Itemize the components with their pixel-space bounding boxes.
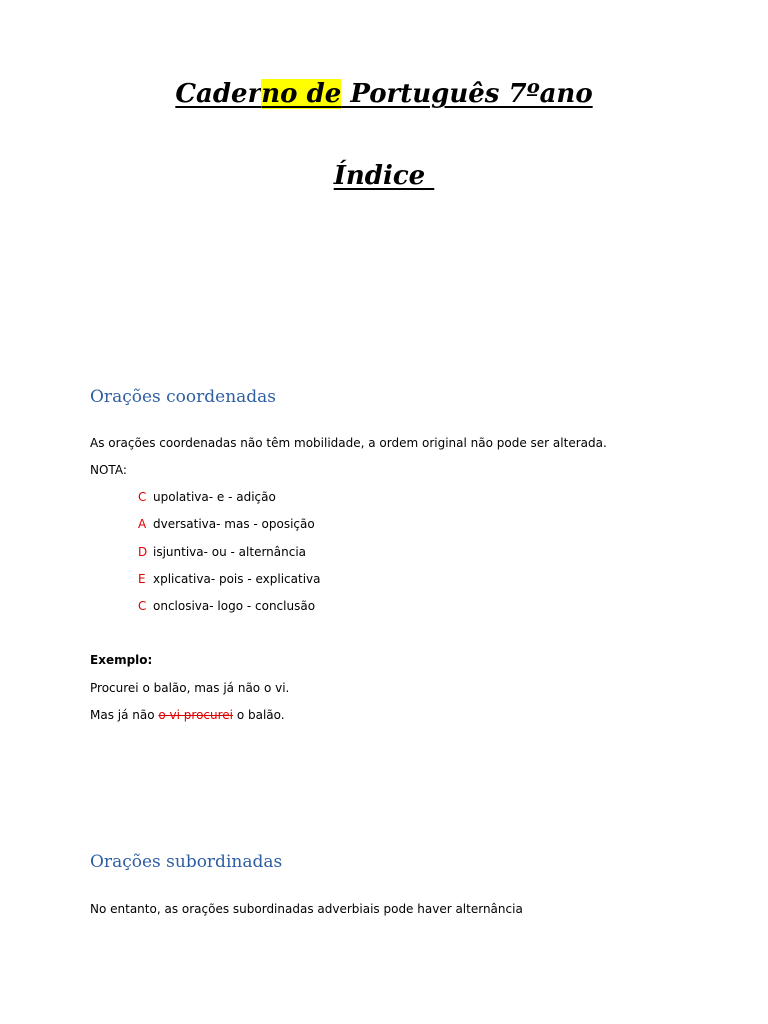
coordenadas-intro-text: As orações coordenadas não têm mobilidade, a ordem original não pode ser alterada. bbox=[90, 436, 607, 450]
example-line-2-after: o balão. bbox=[233, 708, 285, 722]
example-label: Exemplo: bbox=[90, 653, 153, 667]
mnemonic-item bbox=[138, 488, 276, 506]
struck-text: o vi procurei bbox=[158, 708, 234, 722]
mnemonic-text: upolativa- e - adição bbox=[153, 490, 276, 504]
mnemonic-letter: C bbox=[138, 599, 147, 613]
mnemonic-text: onclosiva- logo - conclusão bbox=[153, 599, 316, 613]
mnemonic-text: dversativa- mas - oposição bbox=[153, 517, 315, 531]
mnemonic-letter: D bbox=[138, 545, 148, 559]
mnemonic-item bbox=[138, 597, 315, 615]
example-line-2-before: Mas já não bbox=[90, 708, 159, 722]
section-heading-subordinadas: Orações subordinadas bbox=[90, 852, 283, 872]
mnemonic-letter: E bbox=[138, 572, 146, 586]
mnemonic-text: xplicativa- pois - explicativa bbox=[153, 572, 321, 586]
mnemonic-letter: A bbox=[138, 517, 147, 531]
example-line-1: Procurei o balão, mas já não o vi. bbox=[90, 681, 290, 695]
mnemonic-text: isjuntiva- ou - alternância bbox=[153, 545, 307, 559]
page-title-part-1: Cader bbox=[175, 79, 262, 109]
page-title-part-3: Português 7ºano bbox=[341, 79, 593, 109]
mnemonic-item bbox=[138, 570, 320, 588]
page-title-highlighted: no de bbox=[261, 79, 342, 109]
subordinadas-text: No entanto, as orações subordinadas adverbiais pode haver alternância bbox=[90, 902, 523, 916]
mnemonic-item bbox=[138, 543, 306, 561]
mnemonic-letter: C bbox=[138, 490, 147, 504]
index-title: Índice bbox=[333, 161, 435, 191]
example-line-2 bbox=[90, 706, 285, 724]
note-label: NOTA: bbox=[90, 463, 127, 477]
section-heading-coordenadas: Orações coordenadas bbox=[90, 387, 277, 407]
mnemonic-item bbox=[138, 515, 315, 533]
page-title bbox=[0, 74, 768, 114]
